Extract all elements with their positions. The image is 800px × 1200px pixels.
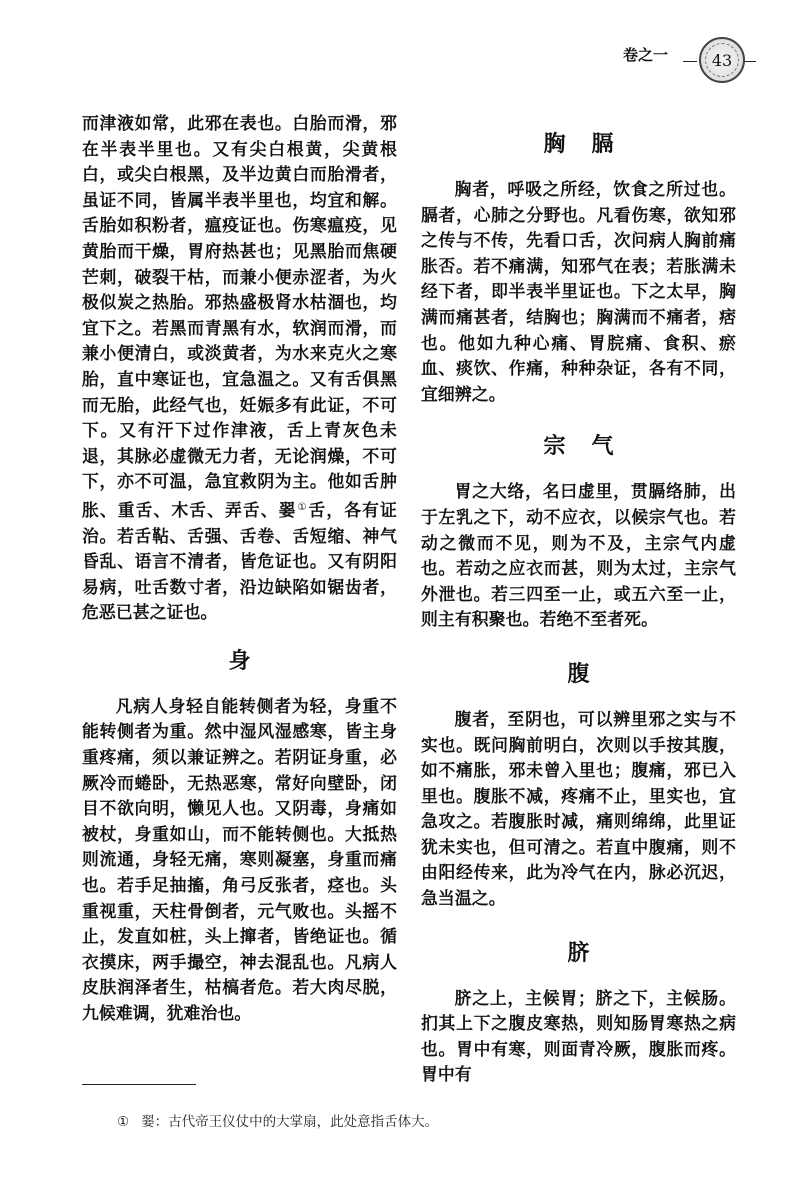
header-rule-right — [744, 61, 756, 62]
left-column — [82, 111, 397, 1027]
footnote-mark: ① — [117, 1114, 130, 1130]
section-body-text: 凡病人身轻自能转侧者为轻，身重不能转侧者为重。然中湿风湿感寒，皆主身重疼痛，须以兼证辨之。若阴证身重，必厥冷而蜷卧，无热恶寒，常好向壁卧，闭目不欲向明，懒见人也。又阴毒，身痛如被杖，身重如山，而不能转侧也。大抵热则流通，身轻无痛，寒则凝塞，身重而痛也。若手足抽搐，角弓反张者，痉也。头重视重，天柱骨倒者，元气败也。头摇不止，发直如桩，头上撺者，皆绝证也。循衣摸床，两手撮空，神去混乱也。凡病人皮肤润泽者生，枯槁者危。若大肉尽脱，九候难调，犹难治也。 — [82, 695, 397, 1023]
section-navel-text: 脐之上，主候胃；脐之下，主候肠。扪其上下之腹皮寒热，则知肠胃寒热之病也。胃中有寒，则面青冷厥，腹胀而疼。胃中有 — [421, 987, 736, 1085]
footnote-text: 翣：古代帝王仪仗中的大掌扇，此处意指舌体大。 — [141, 1114, 439, 1130]
section-title-zongqi: 宗气 — [543, 434, 640, 460]
right-column — [421, 111, 736, 1088]
footnote-rule — [82, 1084, 196, 1085]
section-title-body: 身 — [228, 648, 277, 674]
section-chest-text: 胸者，呼吸之所经，饮食之所过也。膈者，心肺之分野也。凡看伤寒，欲知邪之传与不传，先看口舌，次问病人胸前痛胀否。若不痛满，知邪气在表；若胀满未经下者，即半表半里证也。下之太早，胸满而痛甚者，结胸也；胸满而不痛者，痞也。他如九种心痛、胃脘痛、食积、瘀血、痰饮、作痛，种种杂证，各有不同，宜细辨之。 — [421, 179, 736, 404]
header-rule-left — [683, 61, 697, 62]
footnote-reference: ① — [297, 501, 308, 513]
tongue-paragraph-text: 而津液如常，此邪在表也。白胎而滑，邪在半表半里也。又有尖白根黄，尖黄根白，或尖白根黑，及半边黄白而胎滑者，虽证不同，皆属半表半里也，均宜和解。舌胎如积粉者，瘟疫证也。伤寒瘟疫，见黄胎而干燥，胃府热甚也；见黑胎而焦硬芒刺，破裂干枯，而兼小便赤涩者，为火极似炭之热胎。邪热盛极肾水枯涸也，均宜下之。若黑而青黑有水，软润而滑，而兼小便清白，或淡黄者，为水来克火之寒胎，直中寒证也，宜急温之。又有舌俱黑而无胎，此经气也，妊娠多有此证，不可下。又有汗下过作津液，舌上青灰色未退，其脉必虚微无力者，无论润燥，不可下，亦不可温，急宜救阴为主。他如舌肿胀、重舌、木舌、弄舌、翣 — [82, 113, 397, 520]
page-number-badge — [699, 37, 745, 83]
section-zongqi-text: 胃之大络，名曰虚里，贯膈络肺，出于左乳之下，动不应衣，以候宗气也。若动之微而不见，则为不及，主宗气内虚也。若动之应衣而甚，则为太过，主宗气外泄也。若三四至一止，或五六至一止，则主有积聚也。若绝不至者死。 — [421, 481, 736, 630]
footnote — [117, 1110, 438, 1130]
section-title-chest: 胸膈 — [543, 132, 640, 157]
running-header-chapter: 卷之一 — [622, 46, 668, 64]
section-abdomen-text: 腹者，至阴也，可以辨里邪之实与不实也。既问胸前明白，次则以手按其腹，如不痛胀，邪未曾入里也；腹痛，邪已入里也。腹胀不减，疼痛不止，里实也，宜急攻之。若腹胀时减，痛则绵绵，此里证犹未实也，但可清之。若直中腹痛，则不由阳经传来，此为冷气在内，脉必沉迟，急当温之。 — [421, 708, 736, 909]
section-title-abdomen: 腹 — [567, 661, 616, 687]
tongue-paragraph-tail: 舌，各有证治。若舌䩞、舌强、舌卷、舌短缩、神气昏乱、语言不清者，皆危证也。又有阴阳易病，吐舌数寸者，沿边缺陷如锯齿者，危恶已甚之证也。 — [82, 499, 397, 623]
tongue-paragraph — [82, 111, 397, 626]
section-title-navel: 脐 — [567, 940, 616, 966]
page-number: 43 — [705, 43, 739, 77]
